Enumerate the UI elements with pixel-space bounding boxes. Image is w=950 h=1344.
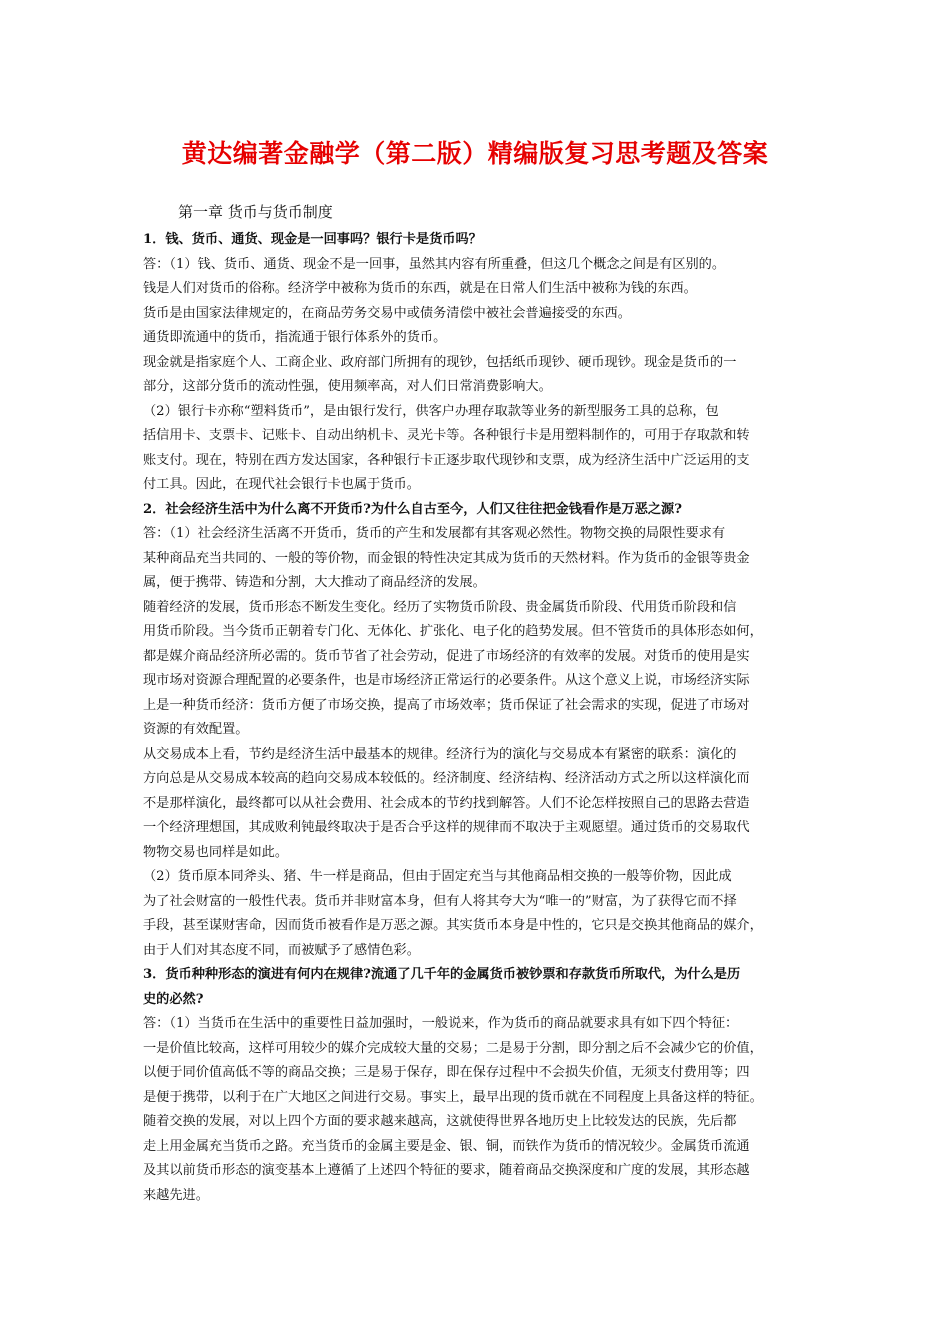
answer-line: 现金就是指家庭个人、工商企业、政府部门所拥有的现钞，包括纸币现钞、硬币现钞。现金是货币的一 [143,354,737,370]
answer-line: 由于人们对其态度不同，而被赋予了感情色彩。 [143,942,420,958]
answer-line: 答：（1）社会经济生活离不开货币，货币的产生和发展都有其客观必然性。物物交换的局限性要求有 [143,526,726,541]
answer-line: 账支付。现在，特别在西方发达国家，各种银行卡正逐步取代现钞和支票，成为经济生活中广泛运用的支 [143,452,750,468]
question-line: 2．社会经济生活中为什么离不开货币?为什么自古至今，人们又往往把金钱看作是万恶之源? [143,501,682,517]
answer-line: 某种商品充当共同的、一般的等价物，而金银的特性决定其成为货币的天然材料。作为货币的金银等贵金 [143,550,750,566]
answer-line: 括信用卡、支票卡、记账卡、自动出纳机卡、灵光卡等。各种银行卡是用塑料制作的，可用于存取款和转 [143,428,750,443]
answer-line: （2）银行卡亦称“塑料货币”，是由银行发行，供客户办理存取款等业务的新型服务工具的总称，包 [143,403,719,419]
answer-line: 物物交易也同样是如此。 [143,844,289,860]
answer-line: 及其以前货币形态的演变基本上遵循了上述四个特征的要求，随着商品交换深度和广度的发展，其形态越 [143,1163,750,1178]
answer-line: 是便于携带，以利于在广大地区之间进行交易。事实上，最早出现的货币就在不同程度上具备这样的特征。 [143,1089,763,1105]
answer-line: （2）货币原本同斧头、猪、牛一样是商品，但由于固定充当与其他商品相交换的一般等价物，因此成 [143,869,732,884]
answer-line: 答：（1）钱、货币、通货、现金不是一回事，虽然其内容有所重叠，但这几个概念之间是有区别的。 [143,256,726,272]
chapter-heading: 第一章 货币与货币制度 [178,203,333,221]
answer-line: 上是一种货币经济：货币方便了市场交换，提高了市场效率；货币保证了社会需求的实现，促进了市场对 [143,697,750,713]
question-line: 3．货币种种形态的演进有何内在规律?流通了几千年的金属货币被钞票和存款货币所取代，为什么是历 [143,967,741,982]
answer-line: 走上用金属充当货币之路。充当货币的金属主要是金、银、铜，而铁作为货币的情况较少。金属货币流通 [143,1138,750,1154]
answer-line: 从交易成本上看，节约是经济生活中最基本的规律。经济行为的演化与交易成本有紧密的联系：演化的 [143,746,737,762]
answer-line: 不是那样演化，最终都可以从社会费用、社会成本的节约找到解答。人们不论怎样按照自己的思路去营造 [143,795,750,811]
answer-line: 一是价值比较高，这样可用较少的媒介完成较大量的交易；二是易于分割，即分割之后不会减少它的价值， [143,1040,763,1056]
document-title: 黄达编著金融学（第二版）精编版复习思考题及答案 [181,139,769,168]
answer-line: 一个经济理想国，其成败利钝最终取决于是否合乎这样的规律而不取决于主观愿望。通过货币的交易取代 [143,820,750,835]
question-line: 1．钱、货币、通货、现金是一回事吗？银行卡是货币吗？ [143,232,482,247]
answer-line: 属，便于携带、铸造和分割，大大推动了商品经济的发展。 [143,575,486,590]
answer-line: 都是媒介商品经济所必需的。货币节省了社会劳动，促进了市场经济的有效率的发展。对货币的使用是实 [143,648,750,664]
answer-line: 部分，这部分货币的流动性强，使用频率高，对人们日常消费影响大。 [143,379,552,394]
answer-line: 为了社会财富的一般性代表。货币并非财富本身，但有人将其夸大为“唯一的”财富，为了获得它而不择 [143,893,737,909]
answer-line: 答：（1）当货币在生活中的重要性日益加强时，一般说来，作为货币的商品就要求具有如下四个特征： [143,1016,739,1031]
answer-line: 用货币阶段。当今货币正朝着专门化、无体化、扩张化、电子化的趋势发展。但不管货币的具体形态如何， [143,624,763,639]
answer-line: 资源的有效配置。 [143,722,249,737]
question-line: 史的必然? [143,991,204,1007]
answer-line: 现市场对资源合理配置的必要条件，也是市场经济正常运行的必要条件。从这个意义上说，市场经济实际 [143,673,750,688]
answer-line: 钱是人们对货币的俗称。经济学中被称为货币的东西，就是在日常人们生活中被称为钱的东西。 [143,281,697,296]
answer-line: 付工具。因此，在现代社会银行卡也属于货币。 [143,477,420,492]
answer-line: 以便于同价值高低不等的商品交换；三是易于保存，即在保存过程中不会损失价值，无须支付费用等；四 [143,1065,750,1080]
answer-line: 手段，甚至谋财害命，因而货币被看作是万恶之源。其实货币本身是中性的，它只是交换其他商品的媒介， [143,918,763,933]
answer-line: 通货即流通中的货币，指流通于银行体系外的货币。 [143,330,447,345]
answer-line: 方向总是从交易成本较高的趋向交易成本较低的。经济制度、经济结构、经济活动方式之所以这样演化而 [143,771,750,786]
answer-line: 货币是由国家法律规定的，在商品劳务交易中或债务清偿中被社会普遍接受的东西。 [143,305,631,321]
answer-line: 来越先进。 [143,1187,209,1203]
answer-line: 随着经济的发展，货币形态不断发生变化。经历了实物货币阶段、贵金属货币阶段、代用货币阶段和信 [143,599,737,615]
answer-line: 随着交换的发展，对以上四个方面的要求越来越高，这就使得世界各地历史上比较发达的民族，先后都 [143,1114,737,1129]
